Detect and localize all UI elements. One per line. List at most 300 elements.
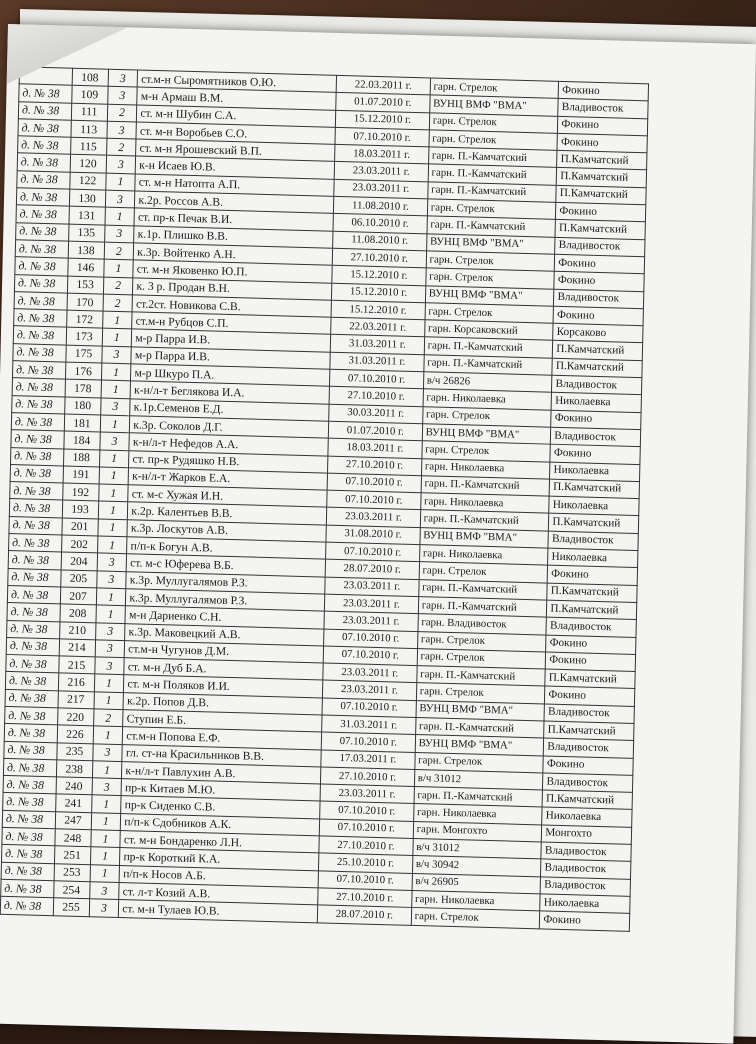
cell-garrison: гарн. П.-Камчатский — [417, 666, 546, 687]
cell-recipient-name: к.3р. Лоскутов А.В. — [127, 519, 326, 542]
cell-date: 07.10.2010 г. — [318, 871, 412, 891]
cell-city: Фокино — [546, 635, 636, 655]
cell-room-count: 2 — [104, 242, 134, 260]
cell-date: 23.03.2011 г. — [323, 663, 417, 683]
cell-building: д. № 38 — [2, 810, 55, 829]
cell-city: Владивосток — [558, 99, 648, 119]
cell-recipient-name: ст. м-н Шубин С.А. — [137, 105, 336, 128]
cell-apartment-number: 153 — [67, 276, 103, 294]
cell-recipient-name: ст.м-н Сыромятников О.Ю. — [138, 70, 337, 93]
cell-room-count: 1 — [96, 588, 126, 606]
cell-garrison: гарн. П.-Камчатский — [421, 476, 550, 497]
cell-city: Фокино — [550, 444, 640, 464]
cell-building: д. № 38 — [14, 292, 67, 311]
cell-garrison: гарн. П.-Камчатский — [418, 597, 547, 618]
cell-recipient-name: к.2р. Попов Д.В. — [123, 692, 322, 715]
cell-date: 07.10.2010 г. — [320, 801, 414, 821]
cell-garrison: ВУНЦ ВМФ "ВМА" — [416, 700, 545, 721]
cell-recipient-name: ст. м-н Поляков И.И. — [124, 675, 323, 698]
cell-room-count: 2 — [103, 294, 133, 312]
cell-room-count: 1 — [101, 380, 131, 398]
cell-building: д. № 38 — [16, 222, 69, 241]
cell-building: д. № 38 — [15, 257, 68, 276]
cell-room-count: 1 — [90, 864, 120, 882]
cell-building: д. № 38 — [3, 793, 56, 812]
cell-building: д. № 38 — [15, 240, 68, 259]
cell-garrison: гарн. Стрелок — [422, 406, 551, 427]
cell-room-count: 3 — [96, 571, 126, 589]
cell-garrison: в/ч 31012 — [414, 769, 543, 790]
cell-city: Владивосток — [554, 289, 644, 309]
cell-date: 07.10.2010 г. — [324, 629, 418, 649]
cell-date: 01.07.2010 г. — [328, 421, 422, 441]
cell-recipient-name: ст.м-н Чугунов Д.М. — [125, 640, 324, 663]
cell-building: д. № 38 — [7, 620, 60, 639]
cell-city: Фокино — [543, 756, 633, 776]
cell-apartment-number: 253 — [54, 863, 90, 881]
cell-recipient-name: к.2р. Калентьев В.В. — [128, 502, 327, 525]
cell-room-count: 3 — [94, 657, 124, 675]
cell-garrison: ВУНЦ ВМФ "ВМА" — [425, 285, 554, 306]
cell-room-count: 2 — [107, 104, 137, 122]
document-page — [0, 24, 756, 1044]
cell-recipient-name: к-н/л-т Павлухин А.В. — [122, 761, 321, 784]
cell-garrison: гарн. П.-Камчатский — [420, 510, 549, 531]
cell-building: д. № 38 — [10, 482, 63, 501]
cell-room-count: 1 — [99, 450, 129, 468]
cell-garrison: гарн. П.-Камчатский — [427, 182, 556, 203]
cell-recipient-name: м-р Парра И.В. — [131, 347, 330, 370]
cell-room-count: 1 — [91, 813, 121, 831]
cell-recipient-name: к.3р. Войтенко А.Н. — [134, 243, 333, 266]
cell-garrison: гарн. Монгохто — [413, 821, 542, 842]
cell-recipient-name: м-н Дариенко С.Н. — [125, 606, 324, 629]
cell-room-count: 1 — [91, 795, 121, 813]
cell-apartment-number: 178 — [65, 379, 101, 397]
cell-date: 22.03.2011 г. — [336, 75, 430, 95]
cell-garrison: гарн. Николаевка — [413, 804, 542, 825]
cell-garrison: гарн. Корсаковский — [424, 320, 553, 341]
cell-building: д. № 38 — [1, 845, 54, 864]
cell-date: 07.10.2010 г. — [321, 732, 415, 752]
cell-date: 07.10.2010 г. — [327, 473, 421, 493]
cell-building: д. № 38 — [19, 84, 72, 103]
cell-date: 31.08.2010 г. — [326, 525, 420, 545]
cell-date: 18.03.2011 г. — [335, 145, 429, 165]
cell-room-count: 2 — [103, 277, 133, 295]
cell-city: Владивосток — [544, 704, 634, 724]
cell-building: д. № 38 — [5, 672, 58, 691]
cell-date: 07.10.2010 г. — [326, 542, 420, 562]
cell-recipient-name: Ступин Е.Б. — [123, 710, 322, 733]
cell-recipient-name: ст. л-т Козий А.В. — [119, 882, 318, 905]
cell-apartment-number: 180 — [64, 397, 100, 415]
cell-building: д. № 38 — [11, 413, 64, 432]
cell-date: 27.10.2010 г. — [318, 888, 412, 908]
cell-date: 15.12.2010 г. — [332, 266, 426, 286]
cell-date: 06.10.2010 г. — [333, 214, 427, 234]
cell-date: 22.03.2011 г. — [331, 317, 425, 337]
cell-recipient-name: пр-к Короткий К.А. — [120, 848, 319, 871]
cell-room-count: 3 — [105, 190, 135, 208]
cell-room-count: 2 — [106, 138, 136, 156]
cell-city: Владивосток — [555, 237, 645, 257]
cell-recipient-name: к.1р.Семенов Е.Д. — [130, 398, 329, 421]
cell-recipient-name: ст. м-н Натопта А.П. — [135, 174, 334, 197]
cell-apartment-number: 214 — [59, 639, 95, 657]
cell-building: д. № 38 — [2, 827, 55, 846]
cell-room-count: 1 — [98, 484, 128, 502]
cell-garrison: гарн. Стрелок — [415, 752, 544, 773]
cell-apartment-number: 135 — [68, 224, 104, 242]
cell-building: д. № 38 — [18, 136, 71, 155]
cell-room-count: 3 — [92, 743, 122, 761]
cell-date: 23.03.2011 г. — [334, 162, 428, 182]
cell-recipient-name: к. 3 р. Продан В.Н. — [133, 277, 332, 300]
cell-date: 18.03.2011 г. — [328, 438, 422, 458]
cell-recipient-name: ст. пр-к Печак В.И. — [134, 208, 333, 231]
cell-recipient-name: м-р Шкуро П.А. — [131, 364, 330, 387]
cell-building: д. № 38 — [16, 188, 69, 207]
cell-date: 23.03.2011 г. — [325, 577, 419, 597]
cell-building: д. № 38 — [17, 171, 70, 190]
cell-room-count: 3 — [95, 640, 125, 658]
cell-city: Николаевка — [551, 393, 641, 413]
cell-room-count: 3 — [101, 346, 131, 364]
cell-building: д. № 38 — [9, 534, 62, 553]
cell-garrison: гарн. П.-Камчатский — [427, 216, 556, 237]
cell-building: д. № 38 — [0, 897, 53, 916]
cell-date: 27.10.2010 г. — [328, 456, 422, 476]
cell-date: 23.03.2011 г. — [326, 508, 420, 528]
cell-apartment-number: 204 — [61, 552, 97, 570]
cell-garrison: гарн. Стрелок — [425, 303, 554, 324]
cell-apartment-number: 216 — [58, 673, 94, 691]
cell-room-count: 1 — [101, 363, 131, 381]
cell-apartment-number: 188 — [63, 449, 99, 467]
cell-date: 17.03.2011 г. — [321, 750, 415, 770]
cell-city: Корсаково — [553, 323, 643, 343]
cell-room-count: 3 — [107, 86, 137, 104]
cell-city: Фокино — [554, 272, 644, 292]
cell-recipient-name: к.1р. Плишко В.В. — [134, 226, 333, 249]
cell-apartment-number: 175 — [65, 345, 101, 363]
cell-date: 27.10.2010 г. — [319, 836, 413, 856]
cell-room-count: 1 — [95, 605, 125, 623]
cell-date: 31.03.2011 г. — [322, 715, 416, 735]
cell-building: д. № 38 — [14, 309, 67, 328]
cell-garrison: гарн. П.-Камчатский — [424, 337, 553, 358]
cell-garrison: гарн. Стрелок — [416, 683, 545, 704]
cell-date: 27.10.2010 г. — [329, 387, 423, 407]
cell-date: 07.10.2010 г. — [319, 819, 413, 839]
cell-recipient-name: ст.2ст. Новикова С.В. — [132, 295, 331, 318]
cell-garrison: ВУНЦ ВМФ "ВМА" — [415, 735, 544, 756]
cell-room-count: 3 — [106, 156, 136, 174]
cell-room-count: 2 — [93, 709, 123, 727]
cell-building: д. № 38 — [12, 361, 65, 380]
cell-city: П.Камчатский — [553, 341, 643, 361]
cell-building: д. № 38 — [1, 879, 54, 898]
cell-room-count: 1 — [99, 467, 129, 485]
cell-apartment-number: 146 — [67, 258, 103, 276]
cell-recipient-name: п/п-к Носов А.Б. — [119, 865, 318, 888]
cell-date: 27.10.2010 г. — [320, 767, 414, 787]
cell-building: д. № 38 — [7, 585, 60, 604]
cell-date: 07.10.2010 г. — [322, 698, 416, 718]
cell-apartment-number: 108 — [72, 68, 108, 86]
cell-building: д. № 38 — [13, 343, 66, 362]
cell-date: 15.12.2010 г. — [331, 283, 425, 303]
cell-city: Фокино — [557, 133, 647, 153]
cell-city: П.Камчатский — [544, 721, 634, 741]
cell-date: 27.10.2010 г. — [332, 248, 426, 268]
cell-room-count: 3 — [104, 225, 134, 243]
cell-garrison: гарн. Стрелок — [427, 199, 556, 220]
cell-recipient-name: ст.м-н Попова Е.Ф. — [123, 727, 322, 750]
cell-recipient-name: ст. м-н Яковенко Ю.П. — [133, 260, 332, 283]
cell-garrison: ВУНЦ ВМФ "ВМА" — [429, 95, 558, 116]
cell-room-count: 1 — [97, 519, 127, 537]
cell-room-count: 1 — [98, 501, 128, 519]
cell-building: д. № 38 — [9, 516, 62, 535]
cell-garrison: гарн. Николаевка — [423, 389, 552, 410]
cell-apartment-number: 181 — [64, 414, 100, 432]
cell-apartment-number: 248 — [54, 829, 90, 847]
cell-room-count: 1 — [92, 761, 122, 779]
cell-garrison: в/ч 26905 — [412, 873, 541, 894]
cell-city: П.Камчатский — [552, 358, 642, 378]
cell-room-count: 3 — [89, 899, 119, 917]
cell-room-count: 3 — [89, 882, 119, 900]
cell-room-count: 3 — [97, 553, 127, 571]
cell-recipient-name: ст.м-н Рубцов С.П. — [132, 312, 331, 335]
cell-apartment-number: 131 — [69, 207, 105, 225]
cell-room-count: 1 — [102, 311, 132, 329]
cell-apartment-number: 251 — [54, 846, 90, 864]
cell-recipient-name: к-н Исаев Ю.В. — [136, 156, 335, 179]
cell-building: д. № 38 — [8, 568, 61, 587]
cell-garrison: гарн. П.-Камчатский — [414, 787, 543, 808]
cell-building: д. № 38 — [5, 706, 58, 725]
cell-room-count: 3 — [95, 622, 125, 640]
cell-recipient-name: п/п-к Богун А.В. — [127, 537, 326, 560]
cell-garrison: ВУНЦ ВМФ "ВМА" — [426, 234, 555, 255]
cell-recipient-name: к-н/л-т Беглякова И.А. — [130, 381, 329, 404]
cell-room-count: 1 — [90, 847, 120, 865]
cell-city: Монгохто — [542, 825, 632, 845]
cell-city: Фокино — [540, 911, 630, 931]
cell-room-count: 1 — [94, 674, 124, 692]
cell-city: Владивосток — [551, 427, 641, 447]
cell-building: д. № 38 — [8, 551, 61, 570]
cell-city: Николаевка — [550, 462, 640, 482]
cell-apartment-number: 226 — [57, 725, 93, 743]
cell-recipient-name: к.2р. Россов А.В. — [135, 191, 334, 214]
cell-apartment-number: 217 — [58, 691, 94, 709]
cell-city: Владивосток — [546, 617, 636, 637]
cell-recipient-name: ст. м-н Бондаренко Л.Н. — [120, 831, 319, 854]
cell-date: 25.10.2010 г. — [319, 853, 413, 873]
cell-building: д. № 38 — [7, 603, 60, 622]
cell-apartment-number: 113 — [70, 120, 106, 138]
cell-city: П.Камчатский — [555, 220, 645, 240]
cell-recipient-name: к.3р. Маковецкий А.В. — [125, 623, 324, 646]
cell-apartment-number: 115 — [70, 137, 106, 155]
cell-apartment-number: 208 — [59, 604, 95, 622]
cell-recipient-name: ст. м-н Ярошевский В.П. — [136, 139, 335, 162]
cell-city: Фокино — [553, 306, 643, 326]
cell-recipient-name: к.3р. Муллугалямов Р.З. — [126, 589, 325, 612]
cell-city: Владивосток — [541, 842, 631, 862]
cell-recipient-name: м-н Армаш В.М. — [137, 87, 336, 110]
cell-garrison: в/ч 31012 — [413, 839, 542, 860]
cell-room-count: 3 — [99, 432, 129, 450]
cell-recipient-name: ст. м-н Дуб Б.А. — [124, 658, 323, 681]
cell-city: П.Камчатский — [557, 168, 647, 188]
cell-city: Владивосток — [540, 877, 630, 897]
cell-garrison: гарн. Николаевка — [411, 890, 540, 911]
cell-room-count: 1 — [90, 830, 120, 848]
cell-apartment-number: 220 — [57, 708, 93, 726]
cell-garrison: гарн. П.-Камчатский — [418, 579, 547, 600]
cell-room-count: 1 — [100, 415, 130, 433]
cell-room-count: 1 — [93, 726, 123, 744]
cell-building: д. № 38 — [16, 205, 69, 224]
cell-date: 07.10.2010 г. — [330, 369, 424, 389]
cell-date: 28.07.2010 г. — [317, 905, 411, 925]
cell-building: д. № 38 — [1, 862, 54, 881]
cell-apartment-number: 238 — [56, 760, 92, 778]
cell-recipient-name: м-р Парра И.В. — [132, 329, 331, 352]
cell-city: Владивосток — [544, 738, 634, 758]
cell-garrison: ВУНЦ ВМФ "ВМА" — [420, 527, 549, 548]
cell-room-count: 1 — [105, 173, 135, 191]
cell-garrison: гарн. Стрелок — [417, 631, 546, 652]
cell-date: 07.10.2010 г. — [323, 646, 417, 666]
table-body — [0, 67, 648, 931]
cell-apartment-number: 122 — [69, 172, 105, 190]
cell-apartment-number: 235 — [56, 742, 92, 760]
cell-building: д. № 38 — [4, 741, 57, 760]
cell-garrison: в/ч 30942 — [412, 856, 541, 877]
cell-garrison: гарн. Стрелок — [426, 251, 555, 272]
cell-garrison: гарн. П.-Камчатский — [428, 147, 557, 168]
cell-recipient-name: ст. м-н Тулаев Ю.В. — [119, 900, 318, 923]
cell-city: Владивосток — [548, 531, 638, 551]
cell-date: 23.03.2011 г. — [324, 611, 418, 631]
cell-city: Николаевка — [542, 807, 632, 827]
cell-building: д. № 38 — [5, 689, 58, 708]
cell-apartment-number: 184 — [63, 431, 99, 449]
cell-recipient-name: к.3р. Муллугалямов Р.З. — [126, 571, 325, 594]
cell-room-count: 3 — [108, 69, 138, 87]
cell-apartment-number: 111 — [71, 103, 107, 121]
cell-city: П.Камчатский — [547, 600, 637, 620]
cell-apartment-number: 202 — [61, 535, 97, 553]
cell-city: П.Камчатский — [556, 185, 646, 205]
cell-recipient-name: ст. м-с Хужая И.Н. — [128, 485, 327, 508]
cell-date: 11.08.2010 г. — [333, 196, 427, 216]
cell-garrison: в/ч 26826 — [423, 372, 552, 393]
cell-city: Владивосток — [552, 375, 642, 395]
cell-room-count: 1 — [103, 259, 133, 277]
cell-apartment-number: 207 — [60, 587, 96, 605]
cell-date: 23.03.2011 г. — [334, 179, 428, 199]
cell-recipient-name: ст. м-с Юферева В.Б. — [127, 554, 326, 577]
cell-city: Николаевка — [540, 894, 630, 914]
cell-recipient-name: гл. ст-на Красильников В.В. — [122, 744, 321, 767]
cell-city: Фокино — [545, 686, 635, 706]
cell-date: 31.03.2011 г. — [330, 352, 424, 372]
cell-apartment-number: 176 — [65, 362, 101, 380]
cell-apartment-number: 120 — [70, 155, 106, 173]
cell-building: д. № 38 — [4, 724, 57, 743]
cell-city: П.Камчатский — [547, 583, 637, 603]
cell-city: Фокино — [551, 410, 641, 430]
cell-date: 23.03.2011 г. — [324, 594, 418, 614]
cell-apartment-number: 241 — [55, 794, 91, 812]
cell-recipient-name: к.3р. Соколов Д.Г. — [130, 416, 329, 439]
cell-apartment-number: 193 — [62, 500, 98, 518]
cell-building: д. № 38 — [3, 758, 56, 777]
cell-building: д. № 38 — [13, 326, 66, 345]
cell-garrison: ВУНЦ ВМФ "ВМА" — [422, 424, 551, 445]
cell-garrison: гарн. Николаевка — [420, 493, 549, 514]
cell-city: П.Камчатский — [557, 151, 647, 171]
cell-city: Николаевка — [549, 496, 639, 516]
cell-date: 28.07.2010 г. — [325, 559, 419, 579]
cell-date: 07.10.2010 г. — [327, 490, 421, 510]
cell-recipient-name: пр-к Китаев М.Ю. — [121, 779, 320, 802]
cell-city: П.Камчатский — [542, 790, 632, 810]
cell-room-count: 3 — [92, 778, 122, 796]
cell-garrison: гарн. Стрелок — [419, 562, 548, 583]
cell-city: Фокино — [559, 81, 649, 101]
cell-date: 15.12.2010 г. — [335, 110, 429, 130]
cell-building: д. № 38 — [10, 464, 63, 483]
cell-apartment-number: 205 — [60, 570, 96, 588]
cell-apartment-number: 255 — [53, 898, 89, 916]
cell-date: 15.12.2010 г. — [331, 300, 425, 320]
cell-building: д. № 38 — [9, 499, 62, 518]
housing-list-table — [0, 66, 649, 931]
cell-garrison: гарн. Николаевка — [419, 545, 548, 566]
cell-garrison: гарн. Стрелок — [422, 441, 551, 462]
cell-date: 11.08.2010 г. — [333, 231, 427, 251]
cell-city: Владивосток — [541, 859, 631, 879]
cell-apartment-number: 130 — [69, 189, 105, 207]
cell-recipient-name: к-н/л-т Жарков Е.А. — [128, 468, 327, 491]
cell-building: д. № 38 — [18, 101, 71, 120]
cell-apartment-number: 210 — [59, 621, 95, 639]
cell-building: д. № 38 — [17, 153, 70, 172]
cell-apartment-number: 192 — [62, 483, 98, 501]
cell-garrison: гарн. Стрелок — [411, 908, 540, 929]
cell-date: 23.03.2011 г. — [320, 784, 414, 804]
cell-apartment-number: 215 — [58, 656, 94, 674]
cell-recipient-name: п/п-к Сдобников А.К. — [121, 813, 320, 836]
cell-recipient-name: к-н/л-т Нефедов А.А. — [129, 433, 328, 456]
cell-garrison: гарн. Николаевка — [421, 458, 550, 479]
cell-date: 31.03.2011 г. — [330, 335, 424, 355]
cell-city: П.Камчатский — [545, 669, 635, 689]
cell-garrison: гарн. П.-Камчатский — [415, 718, 544, 739]
cell-room-count: 1 — [97, 536, 127, 554]
cell-apartment-number: 173 — [66, 328, 102, 346]
cell-city: Фокино — [546, 652, 636, 672]
cell-city: Владивосток — [543, 773, 633, 793]
